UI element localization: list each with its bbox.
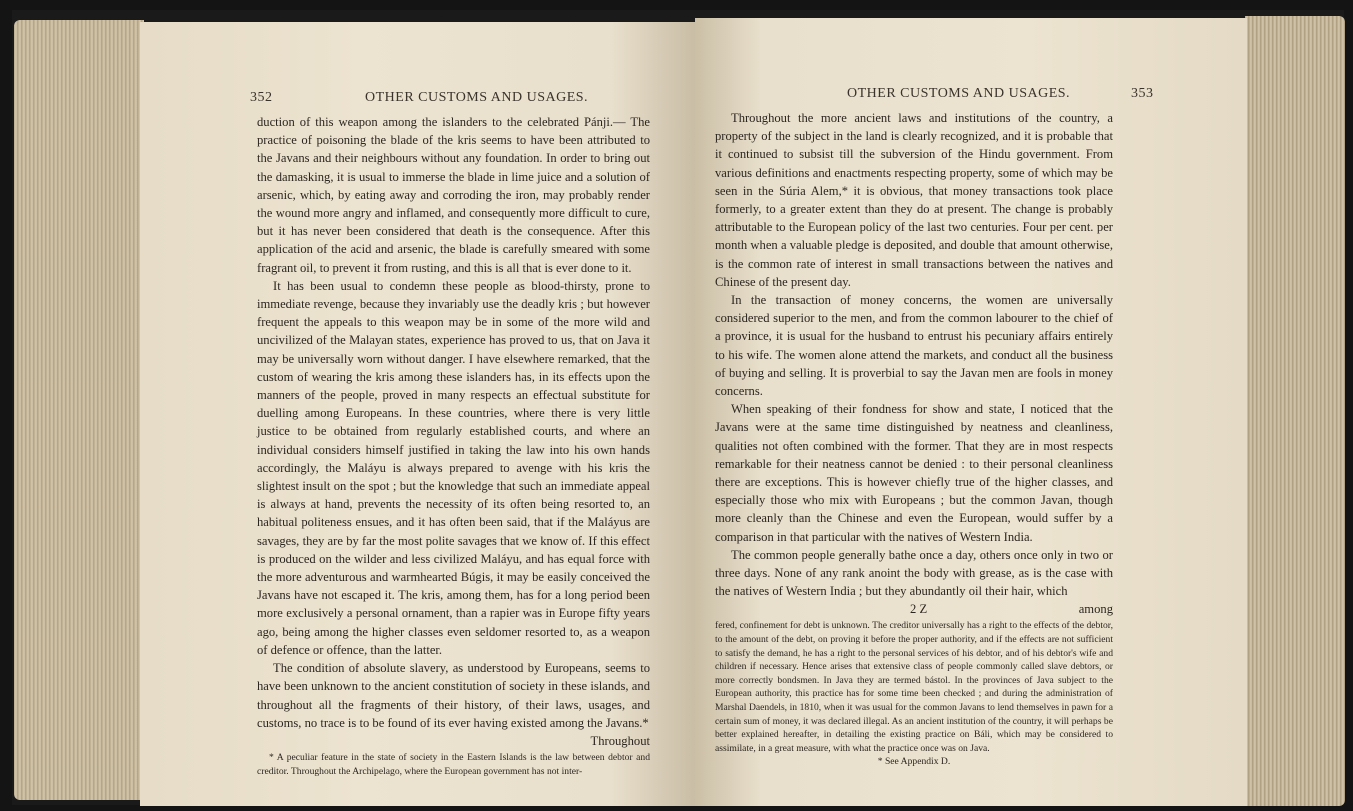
running-head: OTHER CUSTOMS AND USAGES.: [365, 90, 589, 105]
page-number: 353: [1131, 86, 1154, 101]
catchword: Throughout: [590, 733, 650, 748]
page-edges-left: [14, 20, 144, 800]
page-edges-right: [1245, 16, 1345, 806]
signature-mark: 2 Z: [910, 602, 928, 617]
footnote: * A peculiar feature in the state of society in the Eastern Islands is the law between debtor and creditor. Throughout the Archipelago, where the European government has not inter-: [257, 752, 650, 777]
footnote: fered, confinement for debt is unknown. The creditor universally has a right to the effects of the debtor, to the amount of the debt, on proving it before the proper authority, and if the effects are not sufficient to satisfy the demand, he has a right to the personal services of his debtor, and of his debtor's wife and children if necessary. Hence arises that extensive class of people commonly called slave debtors, or more correctly bondsmen. In Java they are termed bástol. In the provinces of Java subject to the European authority, this practice has for some time been checked ; and during the administration of Marshal Daendels, in 1810, when it was usual for the common Javans to lend themselves in pawn for a certain sum of money, it was declared illegal. As an ancient institution of the country, it will perhaps be better explained hereafter, in detailing the existing practice on Báli, which may be considered to assimilate, in a great measure, with what the practice once was on Java.: [715, 620, 1113, 754]
page-body: [257, 113, 650, 778]
signature-line: [715, 600, 1113, 618]
paragraph: The common people generally bathe once a day, others once only in two or three days. None of any rank anoint the body with grease, as is the case with the natives of Western India ; but they abundantly oil their hair, which: [715, 547, 1113, 599]
paragraph: When speaking of their fondness for show and state, I noticed that the Javans were at the same time distinguished by neatness and cleanliness, qualities not often combined with the former. That they are in most respects remarkable for their neatness cannot be denied : to their personal cleanliness there are exceptions. This is however chiefly true of the higher classes, and especially those who mix with Europeans ; but the common Javan, though more cleanly than the Chinese and even the European, would suffer by a comparison in that particular with the natives of Western India.: [715, 402, 1113, 544]
catchword: among: [1078, 602, 1113, 617]
paragraph: In the transaction of money concerns, the women are universally considered superior to the men, and from the common labourer to the chief of a province, it is usual for the husband to entrust his pecuniary affairs entirely to his wife. The women alone attend the markets, and conduct all the business of buying and selling. It is proverbial to say the Javan men are fools in money concerns.: [715, 293, 1113, 399]
right-page: [695, 18, 1247, 806]
footnote-reference: * See Appendix D.: [877, 756, 951, 768]
running-head: OTHER CUSTOMS AND USAGES.: [847, 86, 1071, 101]
paragraph: It has been usual to condemn these people as blood-thirsty, prone to immediate revenge, because they invariably use the deadly kris ; but however frequent the appeals to this weapon may be in some of the more wild and uncivilized of the Malayan states, experience has proved to us, that on Java it may be universally worn without danger. I have elsewhere remarked, that the custom of wearing the kris among these islanders has, in its effects upon the manners of the people, proved in many respects an effectual substitute for duelling among Europeans. In these countries, where there is very little justice to be obtained from regularly established courts, and where an individual considers himself justified in taking the law into his own hands accordingly, the Maláyu is always prepared to avenge with his kris the slightest insult on the spot ; but the knowledge that such an immediate appeal is always at hand, prevents the necessity of its often being resorted to, an habitual politeness ensues, and it has often been said, that if the Maláyus are savages, they are by far the most polite savages that we know of. If this effect is produced on the wilder and less civilized Maláyu, and has equal force with the more adventurous and warmhearted Búgis, it may be easily conceived the Javans have not escaped it. The kris, among them, has for a long period been more exclusively a personal ornament, than a rapier was in Europe fifty years ago, being among the higher classes even seldomer resorted to, as a weapon of defence or offence, than the latter.: [257, 278, 650, 657]
paragraph: Throughout the more ancient laws and institutions of the country, a property of the subject in the land is clearly recognized, and it is probable that it continued to subsist till the subversion of the Hindu government. From various definitions and enactments respecting property, some of which may be seen in the Súria Alem,* it is obvious, that money transactions took place formerly, to a greater extent than they do at present. The change is probably attributable to the European policy of the last two centuries. Four per cent. per month when a valuable pledge is deposited, and double that amount otherwise, is the common rate of interest in small transactions between the natives and Chinese of the present day.: [715, 111, 1113, 289]
paragraph: The condition of absolute slavery, as understood by Europeans, seems to have been unknown to the ancient constitution of society in these islands, and throughout all the fragments of their history, of their laws, usages, and customs, no trace is to be found of its ever having existed among the Javans.*: [257, 661, 650, 730]
left-page: [140, 22, 695, 806]
paragraph: duction of this weapon among the islanders to the celebrated Pánji.— The practice of poisoning the blade of the kris seems to have been attributed to the Javans and their neighbours without any foundation. In order to bring out the damasking, it is usual to immerse the blade in lime juice and a solution of arsenic, which, by eating away and corroding the iron, may probably render the wound more angry and inflamed, and consequently more difficult to cure, but it has never been considered that death is the consequence. After this application of the acid and arsenic, the blade is carefully smeared with some fragrant oil, to prevent it from rusting, and this is all that is ever done to it.: [257, 115, 650, 275]
footnote-block: [715, 619, 1113, 769]
footnote-block: [257, 751, 650, 778]
page-body: [715, 109, 1113, 769]
page-number: 352: [250, 90, 273, 105]
